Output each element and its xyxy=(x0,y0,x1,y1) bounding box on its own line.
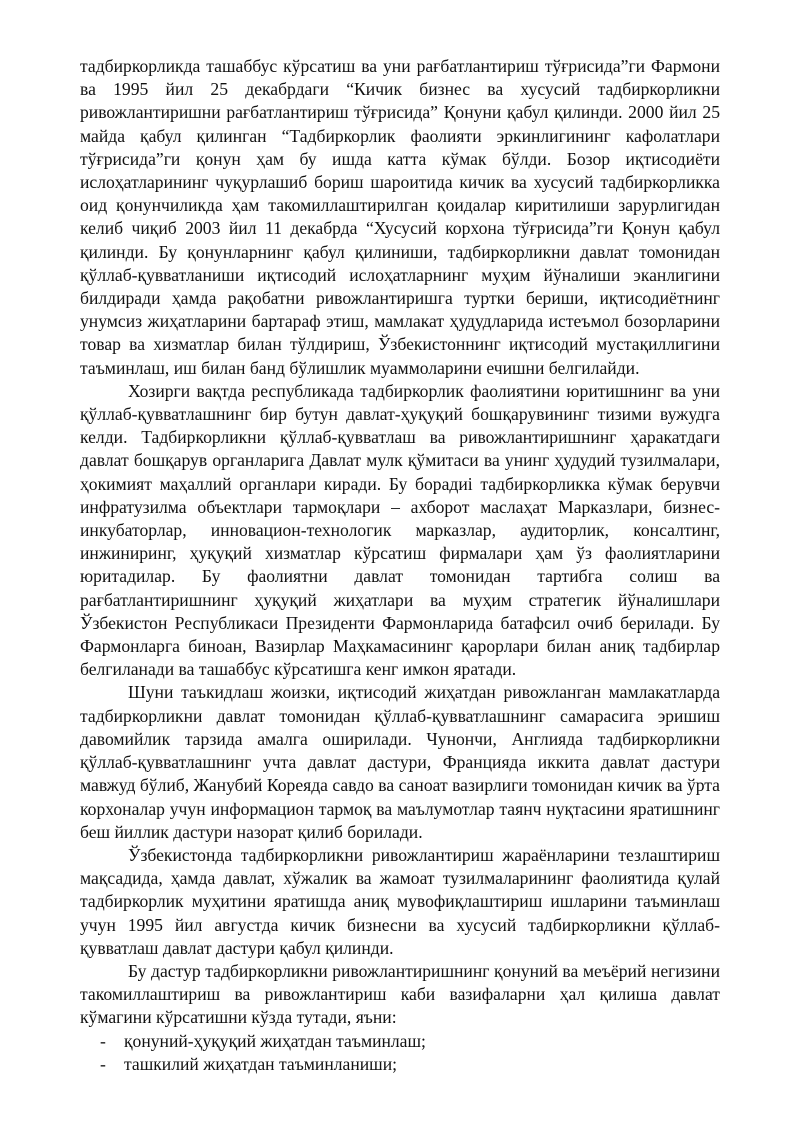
list-item-text: қонуний-ҳуқуқий жиҳатдан таъминлаш; xyxy=(124,1030,426,1051)
list-marker: - xyxy=(100,1030,106,1051)
bullet-list xyxy=(80,1030,720,1076)
list-item-text: ташкилий жиҳатдан таъминланиши; xyxy=(124,1053,398,1074)
list-item xyxy=(80,1030,720,1053)
paragraph-1: тадбиркорликда ташаббус кўрсатиш ва уни рағбатлантириш тўғрисида”ги Фармони ва 1995 йил 25 декабрдаги “Кичик бизнес ва хусусий тадбиркорликни ривожлантиришни рағбатлантириш тўғрисида” Қонуни қабул қилинди. 2000 йил 25 майда қабул қилинган “Тадбиркорлик фаолияти эркинлигининг кафолатлари тўғрисида”ги қонун ҳам бу ишда катта кўмак бўлди. Бозор иқтисодиёти ислоҳатларининг чуқурлашиб бориш шароитида кичик ва хусусий тадбиркорликка оид қонунчиликда ҳам такомиллаштирилган қоидалар киритилиши зарурлигидан келиб чиқиб 2003 йил 11 декабрда “Хусусий корхона тўғрисида”ги Қонун қабул қилинди. Бу қонунларнинг қабул қилиниши, тадбиркорликни давлат томонидан қўллаб-қувватланиши иқтисодий ислоҳатларнинг муҳим йўналиши эканлигини билдиради ҳамда рақобатни ривожлантиришга туртки бериши, иқтисодиётнинг унумсиз жиҳатларини бартараф этиш, мамлакат ҳудудларида истеъмол бозорларини товар ва хизматлар билан тўлдириш, Ўзбекистоннинг иқтисодий мустақиллигини таъминлаш, иш билан банд бўлишлик муаммоларини ечишни белгилайди. xyxy=(80,56,720,378)
list-item xyxy=(80,1053,720,1076)
paragraph-5: Бу дастур тадбиркорликни ривожлантиришнинг қонуний ва меъёрий негизини такомиллаштириш ва ривожлантириш каби вазифаларни ҳал қилиша давлат кўмагини кўрсатишни кўзда тутади, яъни: xyxy=(80,960,720,1028)
paragraph-2: Хозирги вақтда республикада тадбиркорлик фаолиятини юритишнинг ва уни қўллаб-қувватлашнинг бир бутун давлат-ҳуқуқий бошқарувининг тизими вужудга келди. Тадбиркорликни қўллаб-қувватлаш ва ривожлантиришнинг ҳаракатдаги давлат бошқарув органларига Давлат мулк қўмитаси ва унинг ҳудудий тузилмалари, ҳокимият маҳаллий органлари киради. Бу борадиі тадбиркорликка кўмак берувчи инфратузилма объектлари тармоқлари – ахборот маслаҳат Марказлари, бизнес-инкубаторлар, инновацион-технологик марказлар, аудиторлик, консалтинг, инжиниринг, ҳуқуқий хизматлар кўрсатиш фирмалари ҳам ўз фаолиятларини юритадилар. Бу фаолиятни давлат томонидан тартибга солиш ва рағбатлантиришнинг ҳуқуқий жиҳатлари ва муҳим стратегик йўналишлари Ўзбекистон Республикаси Президенти Фармонларида батафсил очиб берилади. Бу Фармонларга биноан, Вазирлар Маҳкамасининг қарорлари билан аниқ тадбирлар белгиланади ва ташаббус кўрсатишга кенг имкон яратади. xyxy=(80,380,720,680)
paragraph-4: Ўзбекистонда тадбиркорликни ривожлантириш жараёнларини тезлаштириш мақсадида, ҳамда давлат, хўжалик ва жамоат тузилмаларининг фаолиятида қулай тадбиркорлик муҳитини яратишда аниқ мувофиқлаштириш ишларини таъминлаш учун 1995 йил августда кичик бизнесни ва хусусий тадбиркорликни қўллаб-қувватлаш давлат дастури қабул қилинди. xyxy=(80,844,720,958)
paragraph-3: Шуни таъкидлаш жоизки, иқтисодий жиҳатдан ривожланган мамлакатларда тадбиркорликни давлат томонидан қўллаб-қувватлашнинг самарасига эришиш давомийлик тарзида амалга оширилади. Чунончи, Англияда тадбиркорликни қўллаб-қувватлашнинг учта давлат дастури, Францияда иккита давлат дастури мавжуд бўлиб, Жанубий Кореяда савдо ва саноат вазирлиги томонидан кичик ва ўрта корхоналар учун информацион тармоқ ва маълумотлар таянч нуқтасини яратишнинг беш йиллик дастури назорат қилиб борилади. xyxy=(80,682,720,842)
list-marker: - xyxy=(100,1053,106,1074)
